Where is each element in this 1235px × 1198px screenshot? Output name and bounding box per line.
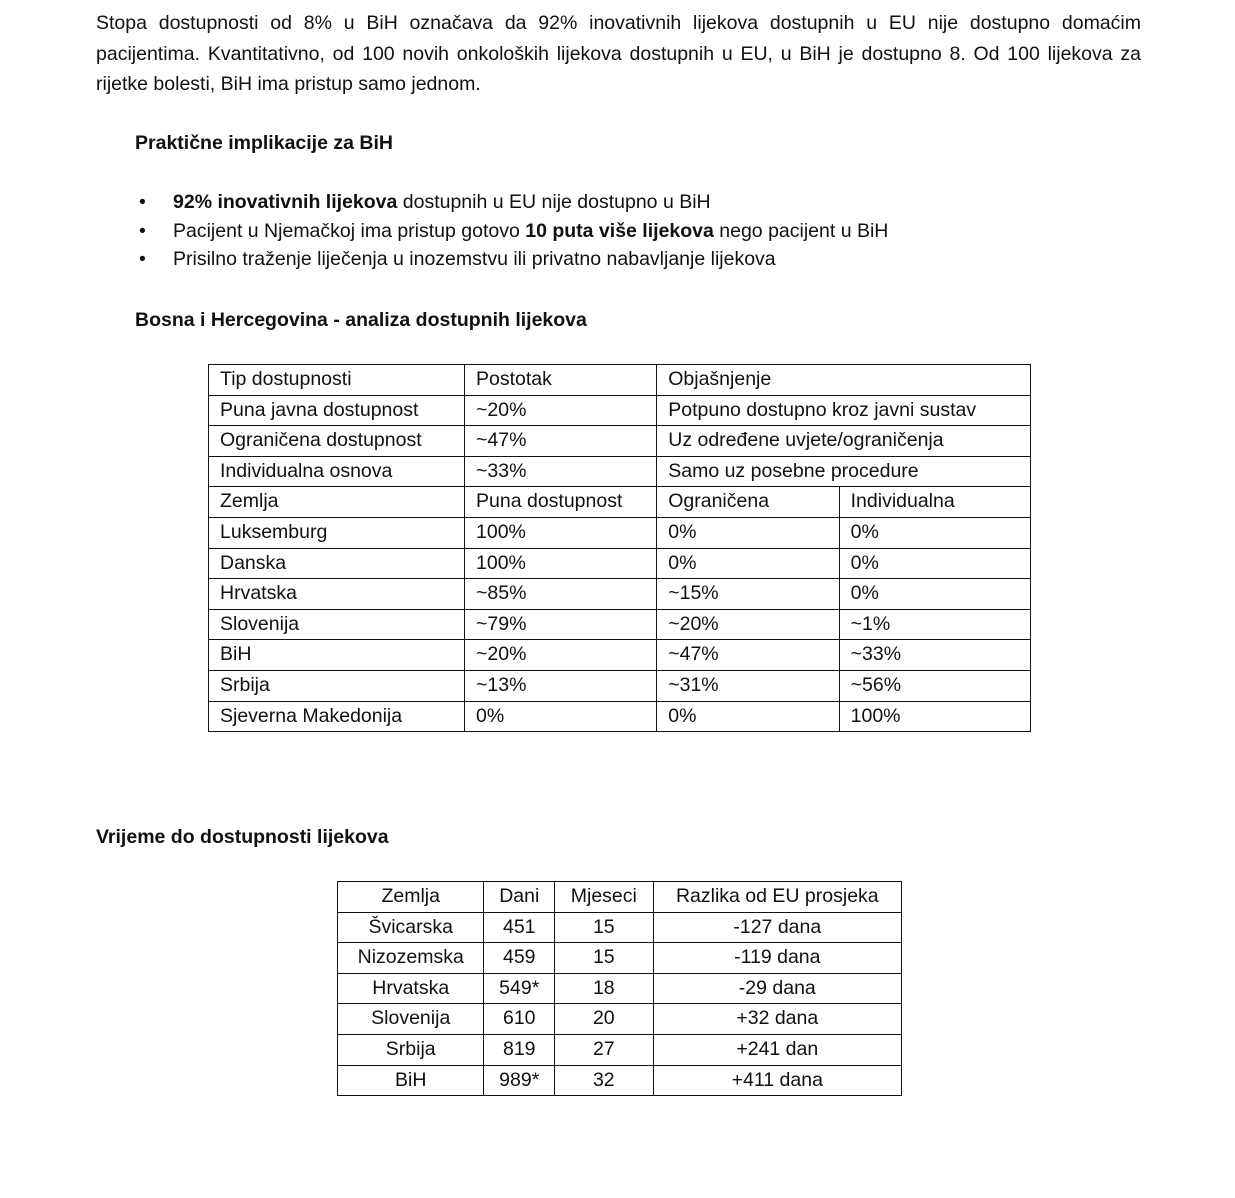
implications-list — [135, 188, 888, 274]
table-cell: 989* — [484, 1065, 555, 1096]
table-cell: ~85% — [465, 579, 657, 610]
table-cell: Danska — [209, 548, 465, 579]
table-row — [209, 670, 1031, 701]
table-cell: Ograničena dostupnost — [209, 426, 465, 457]
bullet-icon: • — [139, 191, 146, 213]
table-cell: Individualna osnova — [209, 456, 465, 487]
table-cell: +32 dana — [653, 1004, 901, 1035]
table-cell: BiH — [338, 1065, 484, 1096]
analysis-heading: Bosna i Hercegovina - analiza dostupnih lijekova — [135, 309, 587, 331]
table-row — [209, 548, 1031, 579]
table-cell: 0% — [839, 548, 1030, 579]
table-row — [338, 912, 902, 943]
table-cell: ~33% — [465, 456, 657, 487]
table-row — [209, 395, 1031, 426]
time-to-availability-table — [337, 881, 902, 1096]
table-row — [338, 1004, 902, 1035]
bullet-icon: • — [139, 248, 146, 270]
table-cell: ~79% — [465, 609, 657, 640]
table-cell: 15 — [555, 943, 654, 974]
table-row — [209, 517, 1031, 548]
table-cell: 18 — [555, 973, 654, 1004]
table-row — [209, 365, 1031, 396]
table-cell: ~13% — [465, 670, 657, 701]
table-row — [209, 456, 1031, 487]
table-cell: Luksemburg — [209, 517, 465, 548]
table-cell: ~56% — [839, 670, 1030, 701]
table-cell: 0% — [657, 701, 839, 732]
table-cell: ~1% — [839, 609, 1030, 640]
table-cell: Postotak — [465, 365, 657, 396]
table-row — [209, 426, 1031, 457]
table-cell: Tip dostupnosti — [209, 365, 465, 396]
table-cell: 100% — [465, 548, 657, 579]
table-row — [209, 579, 1031, 610]
table-cell: Slovenija — [209, 609, 465, 640]
table-row — [338, 1034, 902, 1065]
availability-table — [208, 364, 1031, 732]
table-cell: 0% — [657, 517, 839, 548]
table-row — [338, 973, 902, 1004]
table-cell: Srbija — [338, 1034, 484, 1065]
table-row — [209, 640, 1031, 671]
table-cell: +241 dan — [653, 1034, 901, 1065]
table-cell: Zemlja — [209, 487, 465, 518]
table-cell: 610 — [484, 1004, 555, 1035]
table-cell: 819 — [484, 1034, 555, 1065]
table-cell: 0% — [465, 701, 657, 732]
implications-heading: Praktične implikacije za BiH — [135, 132, 393, 154]
table-row — [209, 609, 1031, 640]
table-cell: +411 dana — [653, 1065, 901, 1096]
table-cell: Zemlja — [338, 882, 484, 913]
table-cell: Samo uz posebne procedure — [657, 456, 1031, 487]
table-cell: BiH — [209, 640, 465, 671]
table-cell: 459 — [484, 943, 555, 974]
table-cell: ~20% — [465, 395, 657, 426]
table-cell: -127 dana — [653, 912, 901, 943]
table-cell: ~20% — [465, 640, 657, 671]
table-cell: Puna dostupnost — [465, 487, 657, 518]
table-cell: Potpuno dostupno kroz javni sustav — [657, 395, 1031, 426]
table-cell: Dani — [484, 882, 555, 913]
intro-paragraph: Stopa dostupnosti od 8% u BiH označava da 92% inovativnih lijekova dostupnih u EU nije dostupno domaćim pacijentima. Kvantitativno, od 100 novih onkoloških lijekova dostupnih u EU, u BiH je dostupno 8. Od 100 lijekova za rijetke bolesti, BiH ima pristup samo jednom. — [96, 12, 1141, 95]
table-cell: Slovenija — [338, 1004, 484, 1035]
table-cell: -119 dana — [653, 943, 901, 974]
table-cell: Puna javna dostupnost — [209, 395, 465, 426]
table-row — [338, 882, 902, 913]
table-cell: 27 — [555, 1034, 654, 1065]
table-cell: ~33% — [839, 640, 1030, 671]
table-cell: 32 — [555, 1065, 654, 1096]
table-cell: Individualna — [839, 487, 1030, 518]
table-cell: Sjeverna Makedonija — [209, 701, 465, 732]
table-cell: ~15% — [657, 579, 839, 610]
table-row — [209, 487, 1031, 518]
table-cell: ~20% — [657, 609, 839, 640]
table-cell: Razlika od EU prosjeka — [653, 882, 901, 913]
list-item: • Prisilno traženje liječenja u inozemstvu ili privatno nabavljanje lijekova — [135, 245, 888, 274]
list-item: • Pacijent u Njemačkoj ima pristup gotovo 10 puta više lijekova nego pacijent u BiH — [135, 217, 888, 246]
table-cell: 100% — [465, 517, 657, 548]
table-cell: ~47% — [657, 640, 839, 671]
table-cell: Objašnjenje — [657, 365, 1031, 396]
table-cell: 0% — [657, 548, 839, 579]
table-cell: 0% — [839, 517, 1030, 548]
table-cell: Ograničena — [657, 487, 839, 518]
table-cell: 15 — [555, 912, 654, 943]
table-cell: Hrvatska — [209, 579, 465, 610]
table-row — [338, 1065, 902, 1096]
table-cell: ~31% — [657, 670, 839, 701]
table-row — [209, 701, 1031, 732]
table-cell: 451 — [484, 912, 555, 943]
table-row — [338, 943, 902, 974]
table-cell: Švicarska — [338, 912, 484, 943]
table-cell: 20 — [555, 1004, 654, 1035]
table-cell: 0% — [839, 579, 1030, 610]
bullet-icon: • — [139, 219, 146, 242]
table-cell: ~47% — [465, 426, 657, 457]
time-heading: Vrijeme do dostupnosti lijekova — [96, 826, 389, 848]
table-cell: Nizozemska — [338, 943, 484, 974]
list-item: • 92% inovativnih lijekova dostupnih u EU nije dostupno u BiH — [135, 188, 888, 217]
table-cell: Hrvatska — [338, 973, 484, 1004]
table-cell: 100% — [839, 701, 1030, 732]
table-cell: Uz određene uvjete/ograničenja — [657, 426, 1031, 457]
table-cell: -29 dana — [653, 973, 901, 1004]
table-cell: 549* — [484, 973, 555, 1004]
table-cell: Mjeseci — [555, 882, 654, 913]
table-cell: Srbija — [209, 670, 465, 701]
